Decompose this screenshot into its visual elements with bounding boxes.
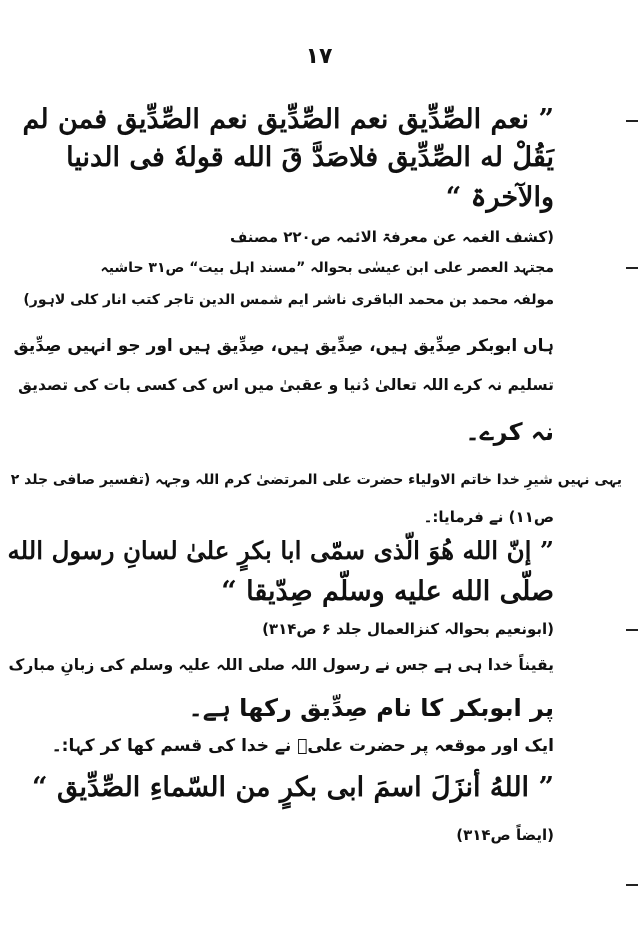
margin-tick [626,629,638,631]
citation-line: (ایضاً ص۳۱۴) [456,826,554,844]
urdu-text-line: ص۱۱) نے فرمایا:۔ [423,508,554,526]
margin-tick [626,884,638,886]
citation-line: مولفہ محمد بن محمد الباقری ناشر ایم شمس الدین تاجر کتب انار کلی لاہور) [23,292,554,308]
citation-line: مجتہد العصر علی ابن عیسٰی بحوالہ ”مسند اہل بیت“ ص۳۱ حاشیہ [100,260,554,276]
urdu-text-line: یہی نہیں شیرِ خدا خاتم الاولیاء حضرت علی المرتضیٰ کرم اللہ وجہہ (تفسیر صافی جلد ۲ [10,472,622,488]
page-number: ۱۷ [305,44,333,69]
urdu-text-line: تسلیم نہ کرے اللہ تعالیٰ دُنیا و عقبیٰ میں اس کی کسی بات کی تصدیق [18,376,554,394]
margin-tick [626,120,638,122]
urdu-text-line: ہاں ابوبکر صِدِّیق ہیں، صِدِّیق ہیں، صِدِّیق ہیں اور جو انہیں صِدِّیق [13,336,554,356]
urdu-text-line: پر ابوبکر کا نام صِدِّیق رکھا ہے۔ [188,694,554,722]
arabic-quote-line: والآخرۃ “ [445,182,554,213]
urdu-text-line: نہ کرے۔ [465,418,554,446]
urdu-text-line: یقیناً خدا ہی ہے جس نے رسول اللہ صلی اللہ علیہ وسلم کی زبانِ مبارک [8,656,554,674]
arabic-quote-line: صلّی الله علیه وسلّم صِدّیقا “ [221,576,554,607]
arabic-quote-line: ” إنّ الله هُوَ الّذی سمّی ابا بکرٍ علیٰ لسانِ رسول الله [7,536,554,565]
arabic-quote-line: ” اللهُ أنزَلَ اسمَ ابی بکرٍ من السّماءِ الصِّدِّیق “ [32,772,554,803]
citation-line: (ابونعیم بحوالہ کنزالعمال جلد ۶ ص۳۱۴) [262,620,554,638]
arabic-quote-line: یَقُلْ له الصِّدِّیق فلاصَدَّ قَ الله قولهٗ فی الدنیا [66,142,554,173]
margin-tick [626,267,638,269]
urdu-text-line: ایک اور موقعہ پر حضرت علیؓ نے خدا کی قسم کھا کر کہا:۔ [51,736,554,756]
citation-line: (کشف الغمہ عن معرفۃ الائمہ ص۲۲۰ مصنف [229,228,554,246]
arabic-quote-line: ” نعم الصِّدِّیق نعم الصِّدِّیق نعم الصِّدِّیق فمن لم [22,104,554,135]
